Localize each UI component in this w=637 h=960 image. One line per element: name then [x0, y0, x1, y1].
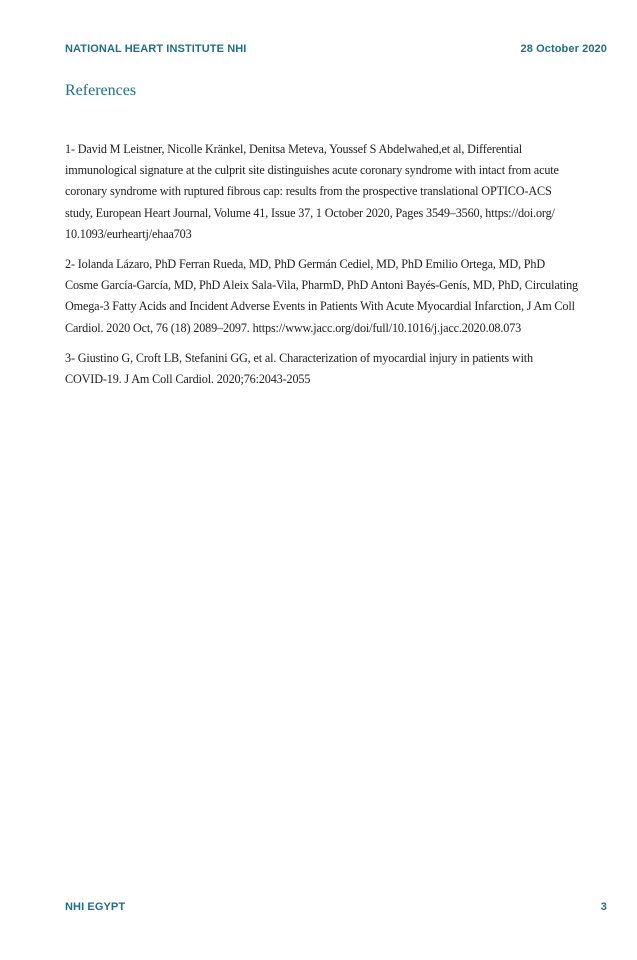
reference-line: 1- David M Leistner, Nicolle Kränkel, Denitsa Meteva, Youssef S Abdelwahed,et al, Differential — [65, 142, 522, 156]
reference-line: Omega-3 Fatty Acids and Incident Adverse Events in Patients With Acute Myocardial Infarction, J Am Coll — [65, 299, 575, 314]
reference-item-3 — [65, 348, 613, 390]
footer-label: NHI EGYPT — [65, 901, 126, 913]
page-number: 3 — [600, 901, 607, 913]
reference-line: study, European Heart Journal, Volume 41, Issue 37, 1 October 2020, Pages 3549–3560, https://doi.org/ — [65, 205, 555, 220]
references-list — [65, 139, 613, 399]
reference-item-1 — [65, 139, 613, 245]
header-institute: NATIONAL HEART INSTITUTE NHI — [65, 43, 247, 55]
reference-line: Cosme García-García, MD, PhD Aleix Sala-Vila, PharmD, PhD Antoni Bayés-Genís, MD, PhD, Circulating — [65, 278, 578, 293]
header-date: 28 October 2020 — [520, 43, 607, 55]
reference-line: COVID-19. J Am Coll Cardiol. 2020;76:2043-2055 — [65, 372, 311, 387]
reference-line: immunological signature at the culprit site distinguishes acute coronary syndrome with intact from acute — [65, 163, 559, 178]
reference-item-2 — [65, 254, 613, 339]
reference-line: 3- Giustino G, Croft LB, Stefanini GG, et al. Characterization of myocardial injury in patients with — [65, 350, 533, 365]
reference-line: Cardiol. 2020 Oct, 76 (18) 2089–2097. https://www.jacc.org/doi/full/10.1016/j.jacc.2020.08.073 — [65, 320, 522, 335]
reference-line: coronary syndrome with ruptured fibrous cap: results from the prospective translational OPTICO-ACS — [65, 184, 552, 199]
reference-line: 2- Iolanda Lázaro, PhD Ferran Rueda, MD, PhD Germán Cediel, MD, PhD Emilio Ortega, MD, PhD — [65, 257, 546, 272]
reference-line: 10.1093/eurheartj/ehaa703 — [65, 226, 192, 241]
references-title: References — [65, 82, 137, 99]
